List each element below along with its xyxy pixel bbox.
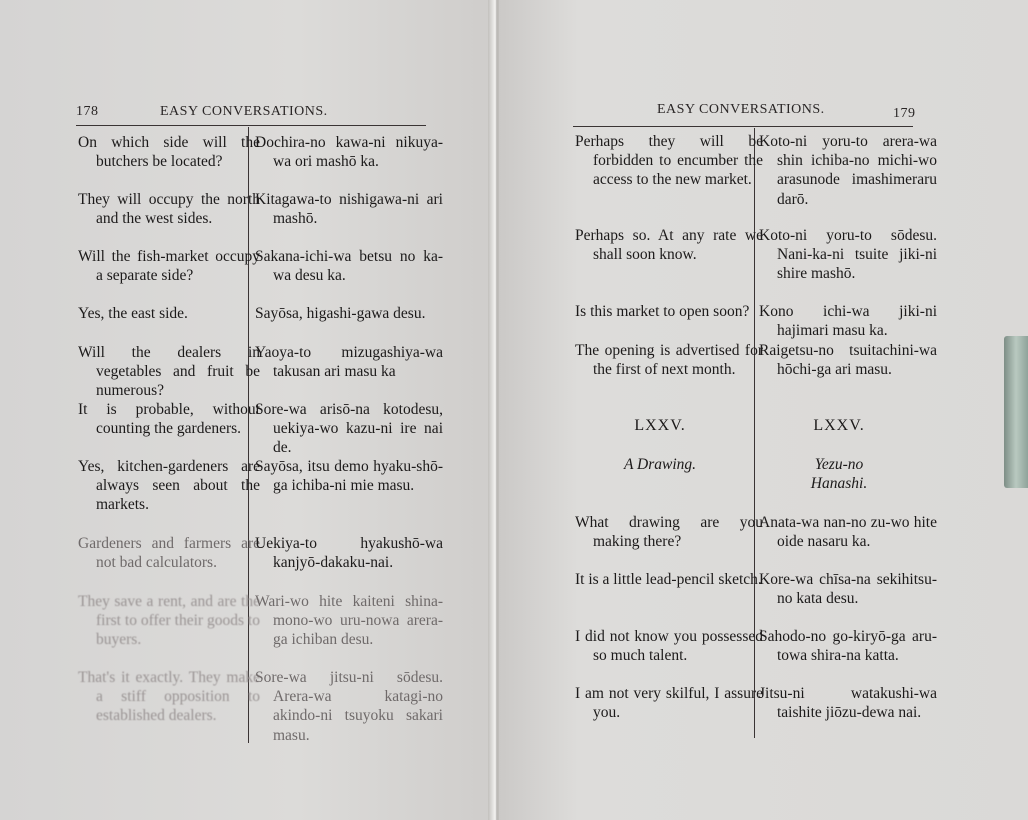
japanese-entry: Kore-wa chīsa-na sekihitsu-no kata desu.	[759, 571, 937, 608]
lesson-number-jp: LXXV.	[813, 417, 865, 434]
right-page	[499, 0, 1028, 820]
page-number-left: 178	[76, 104, 99, 119]
top-rule-right	[573, 126, 913, 127]
english-column-right	[575, 132, 763, 744]
english-entry: It is a little lead-pencil sketch.	[575, 571, 762, 588]
japanese-entry: Sore-wa arisō-na kotodesu, uekiya-wo kazu-ni ire nai de.	[255, 401, 443, 457]
top-rule-left	[76, 125, 426, 126]
japanese-entry: Dochira-no kawa-ni nikuya-wa ori mashō ka.	[255, 134, 443, 171]
japanese-entry: Sayōsa, higashi-gawa desu.	[255, 305, 426, 322]
japanese-entry: Koto-ni yoru-to arera-wa shin ichiba-no michi-wo arasunode imashimeraru darō.	[759, 133, 937, 208]
english-entry: It is probable, without counting the gardeners.	[78, 401, 260, 438]
english-entry: Perhaps they will be forbidden to encumber the access to the new market.	[575, 133, 763, 189]
english-entry: Yes, the east side.	[78, 305, 188, 322]
lesson-title-jp-line2: Hanashi.	[810, 475, 868, 492]
english-column-left	[78, 133, 260, 745]
english-entry: Will the fish-market occupy a separate side?	[78, 248, 260, 285]
japanese-entry: Sakana-ichi-wa betsu no ka-wa desu ka.	[255, 248, 443, 285]
japanese-entry: Sayōsa, itsu demo hyaku-shō-ga ichiba-ni mie masu.	[255, 458, 443, 495]
english-entry: Yes, kitchen-gardeners are always seen about the markets.	[78, 458, 260, 514]
english-entry: That's it exactly. They make a stiff opposition to established dealers.	[78, 669, 260, 725]
english-entry: They will occupy the north and the west sides.	[78, 191, 260, 228]
japanese-entry: Uekiya-to hyakushō-wa kanjyō-dakaku-nai.	[255, 535, 443, 572]
running-head-right: EASY CONVERSATIONS.	[657, 102, 825, 117]
japanese-entry: Wari-wo hite kaiteni shina-mono-wo uru-nowa arera-ga ichiban desu.	[255, 593, 443, 649]
lesson-title-jp-line1: Yezu-no	[814, 456, 864, 473]
japanese-entry: Sore-wa jitsu-ni sōdesu. Arera-wa katagi-no akindo-ni tsuyoku sakari masu.	[255, 669, 443, 744]
english-entry: I did not know you possessed so much talent.	[575, 628, 763, 665]
japanese-entry: Anata-wa nan-no zu-wo hite oide nasaru ka.	[759, 514, 937, 551]
english-entry: On which side will the butchers be located?	[78, 134, 260, 171]
english-entry: Will the dealers in vegetables and fruit be numerous?	[78, 344, 260, 400]
japanese-entry: Yaoya-to mizugashiya-wa takusan ari masu ka	[255, 344, 443, 381]
english-entry: What drawing are you making there?	[575, 514, 763, 551]
japanese-entry: Jitsu-ni watakushi-wa taishite jiōzu-dewa nai.	[759, 685, 937, 722]
japanese-entry: Kono ichi-wa jiki-ni hajimari masu ka.	[759, 303, 937, 340]
running-head-left: EASY CONVERSATIONS.	[160, 104, 328, 119]
japanese-entry: Sahodo-no go-kiryō-ga aru-towa shira-na katta.	[759, 628, 937, 665]
english-entry: They save a rent, and are the first to offer their goods to buyers.	[78, 593, 260, 649]
japanese-entry: Kitagawa-to nishigawa-ni ari mashō.	[255, 191, 443, 228]
japanese-entry: Raigetsu-no tsuitachini-wa hōchi-ga ari masu.	[759, 342, 937, 379]
page-number-right: 179	[893, 106, 916, 121]
lesson-number-en: LXXV.	[634, 417, 686, 434]
lesson-title-en: A Drawing.	[623, 456, 697, 473]
page-edge-tab	[1004, 336, 1028, 488]
left-page	[0, 0, 496, 820]
english-entry: I am not very skilful, I assure you.	[575, 685, 763, 722]
english-entry: Gardeners and farmers are not bad calculators.	[78, 535, 260, 572]
japanese-column-left	[255, 133, 443, 745]
japanese-column-right	[759, 132, 937, 744]
english-entry: Perhaps so. At any rate we shall soon know.	[575, 227, 763, 264]
english-entry: The opening is advertised for the first of next month.	[575, 342, 763, 379]
english-entry: Is this market to open soon?	[575, 303, 750, 320]
japanese-entry: Koto-ni yoru-to sōdesu. Nani-ka-ni tsuite jiki-ni shire mashō.	[759, 227, 937, 283]
